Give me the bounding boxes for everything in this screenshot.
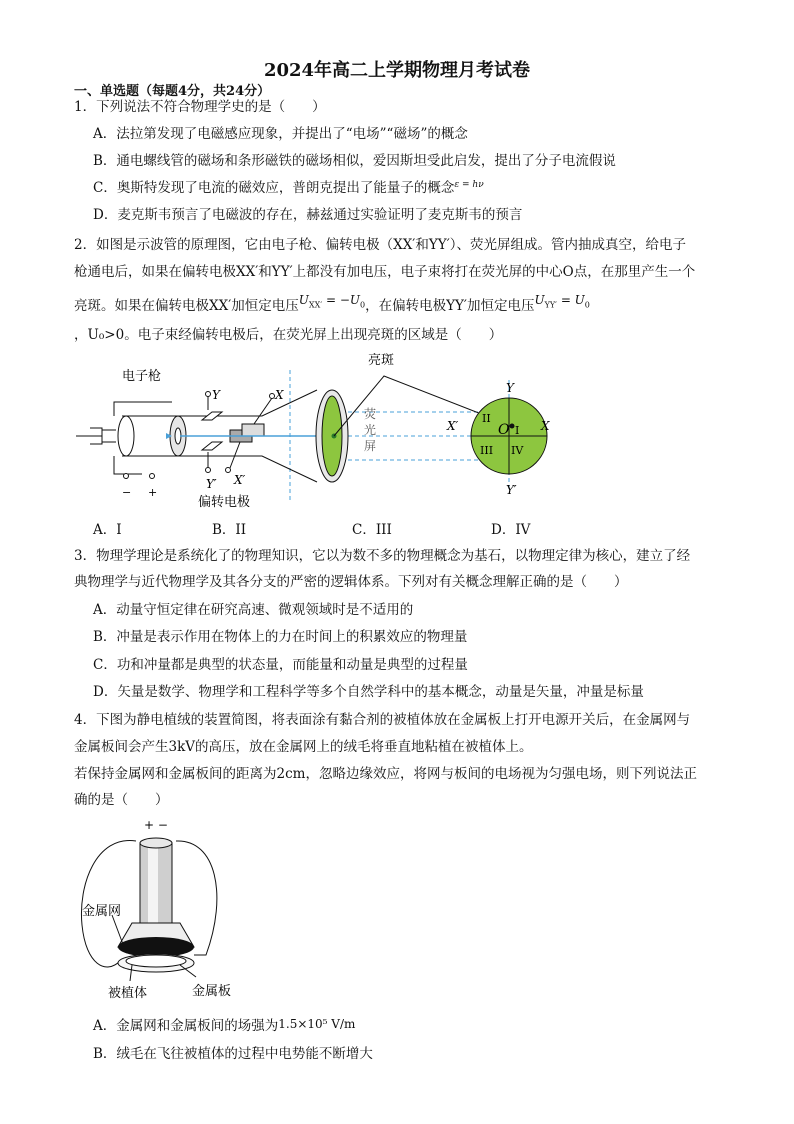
q3-line1: 3．物理学理论是系统化了的物理知识，它以为数不多的物理概念为基石，以物理定律为核心，建立了经 [74,548,691,564]
q1-option-a: A．法拉第发现了电磁感应现象，并提出了“电场”“磁场”的概念 [93,126,468,142]
label-plus: + [148,486,158,499]
q4-option-a-text: A．金属网和金属板间的场强为 [93,1018,279,1034]
section-heading: 一、单选题（每题4分，共24分） [74,84,271,99]
q2-formula-uxx: $U_{XX'} = -U_0$ [298,293,366,310]
label-flocked-body: 被植体 [108,986,148,1001]
label-quadrant-2: II [482,412,491,425]
q2-line3 [74,293,590,321]
q4-line1: 4．下图为静电植绒的装置简图，将表面涂有黏合剂的被植体放在金属板上打开电源开关后，在金属网与 [74,712,691,728]
q4-line3: 若保持金属网和金属板间的距离为2cm，忽略边缘效应，将网与板间的电场视为匀强电场，则下列说法正 [74,766,697,782]
label-plus-minus: + − [144,818,168,832]
label-deflect: 偏转电极 [198,495,251,510]
q1-formula: ε = hν [454,180,484,190]
q4-option-a [93,1016,355,1036]
q2-option-d: D．IV [491,522,531,538]
label-y-prime: Y′ [206,477,217,491]
q2-formula-uyy: $U_{YY'} = U_0$ [534,293,590,310]
q2-option-a: A．I [93,522,122,538]
flocking-diagram [76,815,236,1005]
label-minus: − [122,486,132,499]
q2-option-b: B．II [212,522,247,538]
label-screen-2: 光 [364,423,377,437]
label-quadrant-1: I [515,424,520,437]
q1-option-b: B．通电螺线管的磁场和条形磁铁的磁场相似，爱因斯坦受此启发，提出了分子电流假说 [93,153,616,169]
label-metal-plate: 金属板 [192,984,232,999]
label-x: X [275,388,284,402]
q4-option-a-formula: 1.5×10⁵ V/m [278,1017,356,1031]
q3-line2: 典物理学与近代物理学及其各分支的严密的逻辑体系。下列对有关概念理解正确的是（ ） [74,574,628,590]
label-right-x-prime: X′ [447,419,459,433]
label-spot: 亮斑 [368,353,395,368]
label-metal-mesh: 金属网 [82,904,122,919]
q4-option-b: B．绒毛在飞往被植体的过程中电势能不断增大 [93,1046,373,1062]
q3-option-b: B．冲量是表示作用在物体上的力在时间上的积累效应的物理量 [93,629,468,645]
label-electron-gun: 电子枪 [122,369,162,384]
q2-line2: 枪通电后，如果在偏转电极XX′和YY′上都没有加电压，电子束将打在荧光屏的中心O点，在那里产生一个 [74,264,696,280]
label-right-x: X [541,419,550,433]
q3-option-a: A．动量守恒定律在研究高速、微观领域时是不适用的 [93,602,414,618]
label-y: Y [212,388,220,402]
label-right-y: Y [506,381,514,395]
q3-option-c: C．功和冲量都是典型的状态量，而能量和动量是典型的过程量 [93,657,468,673]
q2-option-c: C．III [352,522,392,538]
q1-stem: 1．下列说法不符合物理学史的是（ ） [74,99,326,115]
q1-option-d: D．麦克斯韦预言了电磁波的存在，赫兹通过实验证明了麦克斯韦的预言 [93,207,523,223]
q2-line3a: 亮斑。如果在偏转电极XX′加恒定电压 [74,298,299,314]
label-quadrant-3: III [480,444,494,457]
q2-line3b: ，在偏转电极YY′加恒定电压 [365,298,535,314]
q4-line2: 金属板间会产生3kV的高压，放在金属网上的绒毛将垂直地粘植在被植体上。 [74,739,533,755]
q1-option-c [93,178,484,200]
label-screen-3: 屏 [364,439,377,453]
q2-line1: 2．如图是示波管的原理图，它由电子枪、偏转电极（XX′和YY′）、荧光屏组成。管内抽成真空，给电子 [74,237,687,253]
label-o: O [498,422,510,438]
q2-line4: ，U₀>0。电子束经偏转电极后，在荧光屏上出现亮斑的区域是（ ） [74,327,503,343]
oscilloscope-diagram [72,350,572,510]
label-screen-1: 荧 [364,407,377,421]
label-right-y-prime: Y′ [506,483,517,497]
label-x-prime: X′ [234,473,246,487]
page-title: 2024年高二上学期物理月考试卷 [263,60,531,81]
q3-option-d: D．矢量是数学、物理学和工程科学等多个自然学科中的基本概念，动量是矢量，冲量是标量 [93,684,644,700]
q1-option-c-text: C．奥斯特发现了电流的磁效应，普朗克提出了能量子的概念 [93,180,455,196]
label-quadrant-4: IV [511,444,524,457]
q4-line4: 确的是（ ） [74,792,169,808]
